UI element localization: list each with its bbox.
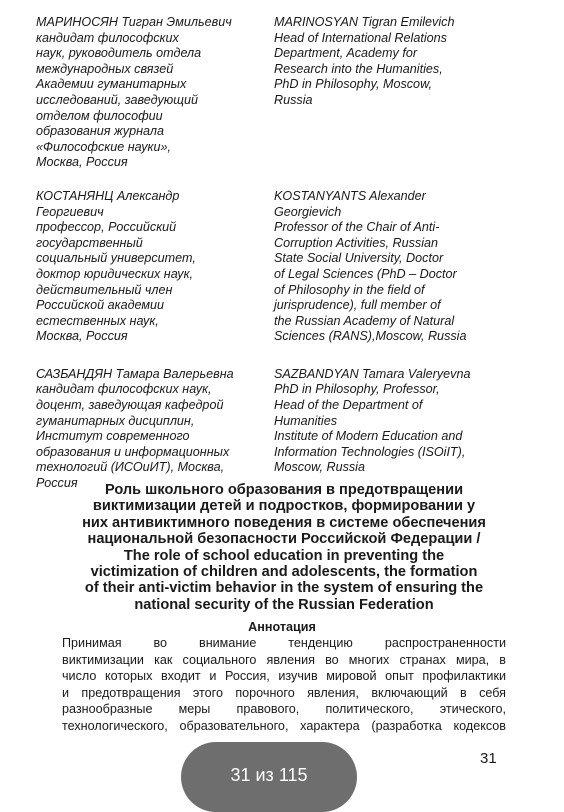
text-line: Professor of the Chair of Anti-	[274, 220, 440, 235]
text-line: of Philosophy in the field of	[274, 282, 425, 297]
text-line: Institute of Modern Education and	[274, 429, 463, 444]
text-line: МАРИНОСЯН Тигран Эмильевич	[36, 15, 232, 29]
text-line: КОСТАНЯНЦ Александр	[36, 188, 180, 203]
text-line: «Философские науки»,	[36, 139, 171, 154]
author-en	[274, 189, 542, 345]
abstract-body	[62, 635, 506, 735]
author-ru	[36, 189, 274, 345]
text-line: Humanities	[274, 413, 337, 428]
title-line: victimization of children and adolescents, the formation	[90, 564, 478, 581]
title-line: The role of school education in preventing the	[123, 547, 445, 564]
text-line: jurisprudence), full member of	[274, 298, 441, 313]
text-line: Head of the Department of	[274, 398, 423, 413]
title-line: национальной безопасности Российской Федерации /	[87, 531, 481, 548]
author-en	[274, 367, 542, 492]
text-line: наук, руководитель отдела	[36, 46, 202, 61]
title-line: них антивиктимного поведения в системе обеспечения	[82, 514, 486, 531]
text-line: образования журнала	[36, 124, 165, 139]
page-number: 31	[480, 750, 497, 767]
text-line: действительный член	[36, 282, 173, 297]
text-line: Российской академии	[36, 298, 165, 313]
title-line: national security of the Russian Federation	[134, 596, 434, 613]
text-line: Sciences (RANS),Moscow, Russia	[274, 329, 467, 344]
abstract-line: разнообразные меры правового, политического, этического,	[62, 702, 506, 717]
authors-section	[36, 15, 546, 506]
abstract-line: и предотвращения этого порочного явления, включающий в себя	[62, 685, 506, 700]
author-row	[36, 15, 546, 171]
text-line: Information Technologies (ISOiIT),	[274, 444, 466, 459]
text-line: Академии гуманитарных	[36, 77, 187, 92]
author-row	[36, 189, 546, 345]
abstract-line: Принимая во внимание тенденцию распространенности	[62, 636, 506, 650]
text-line: of Legal Sciences (PhD – Doctor	[274, 266, 457, 281]
text-line: кандидат философских	[36, 30, 179, 45]
text-line: Head of International Relations	[274, 30, 447, 45]
author-ru	[36, 367, 274, 492]
page-indicator[interactable]: 31 из 115	[181, 742, 357, 812]
text-line: Department, Academy for	[274, 46, 418, 61]
article-title	[40, 482, 528, 613]
abstract-line: технологического, образовательного, характера (разработка кодексов	[62, 718, 506, 733]
text-line: Москва, Россия	[36, 155, 128, 170]
text-line: Research into the Humanities,	[274, 61, 443, 76]
text-line: PhD in Philosophy, Moscow,	[274, 77, 432, 92]
text-line: Россия	[36, 476, 78, 491]
title-line: виктимизации детей и подростков, формировании у	[92, 498, 476, 515]
text-line: международных связей	[36, 61, 174, 76]
text-line: Georgievich	[274, 204, 342, 219]
text-line: профессор, Российский	[36, 220, 177, 235]
text-line: отделом философии	[36, 108, 163, 123]
author-en	[274, 15, 542, 171]
text-line: Corruption Activities, Russian	[274, 235, 439, 250]
text-line: Георгиевич	[36, 204, 104, 219]
text-line: САЗБАНДЯН Тамара Валерьевна	[36, 366, 234, 381]
text-line: государственный	[36, 235, 143, 250]
author-ru	[36, 15, 274, 171]
text-line: Москва, Россия	[36, 329, 128, 344]
text-line: гуманитарных дисциплин,	[36, 413, 195, 428]
title-line: of their anti-victim behavior in the system of ensuring the	[84, 580, 484, 597]
text-line: естественных наук,	[36, 313, 159, 328]
text-line: кандидат философских наук,	[36, 382, 212, 397]
text-line: State Social University, Doctor	[274, 251, 444, 266]
text-line: MARINOSYAN Tigran Emilevich	[274, 15, 455, 29]
text-line: социальный университет,	[36, 251, 196, 266]
text-line: Russia	[274, 92, 313, 107]
text-line: образования и информационных	[36, 444, 230, 459]
text-line: PhD in Philosophy, Professor,	[274, 382, 440, 397]
text-line: KOSTANYANTS Alexander	[274, 188, 426, 203]
text-line: исследований, заведующий	[36, 92, 198, 107]
text-line: the Russian Academy of Natural	[274, 313, 455, 328]
text-line: доцент, заведующая кафедрой	[36, 398, 224, 413]
text-line: доктор юридических наук,	[36, 266, 194, 281]
text-line: технологий (ИСОиИТ), Москва,	[36, 460, 225, 475]
abstract-line: виктимизации как социального явления во многих странах мира, в	[62, 652, 506, 667]
text-line: Moscow, Russia	[274, 460, 365, 475]
author-row	[36, 367, 546, 492]
text-line: SAZBANDYAN Tamara Valeryevna	[274, 366, 471, 381]
abstract-line: число которых входит и Россия, изучив мировой опыт профилактики	[62, 669, 506, 684]
text-line: Институт современного	[36, 429, 190, 444]
abstract-heading: Аннотация	[248, 620, 316, 634]
title-line: Роль школьного образования в предотвращении	[104, 482, 464, 498]
